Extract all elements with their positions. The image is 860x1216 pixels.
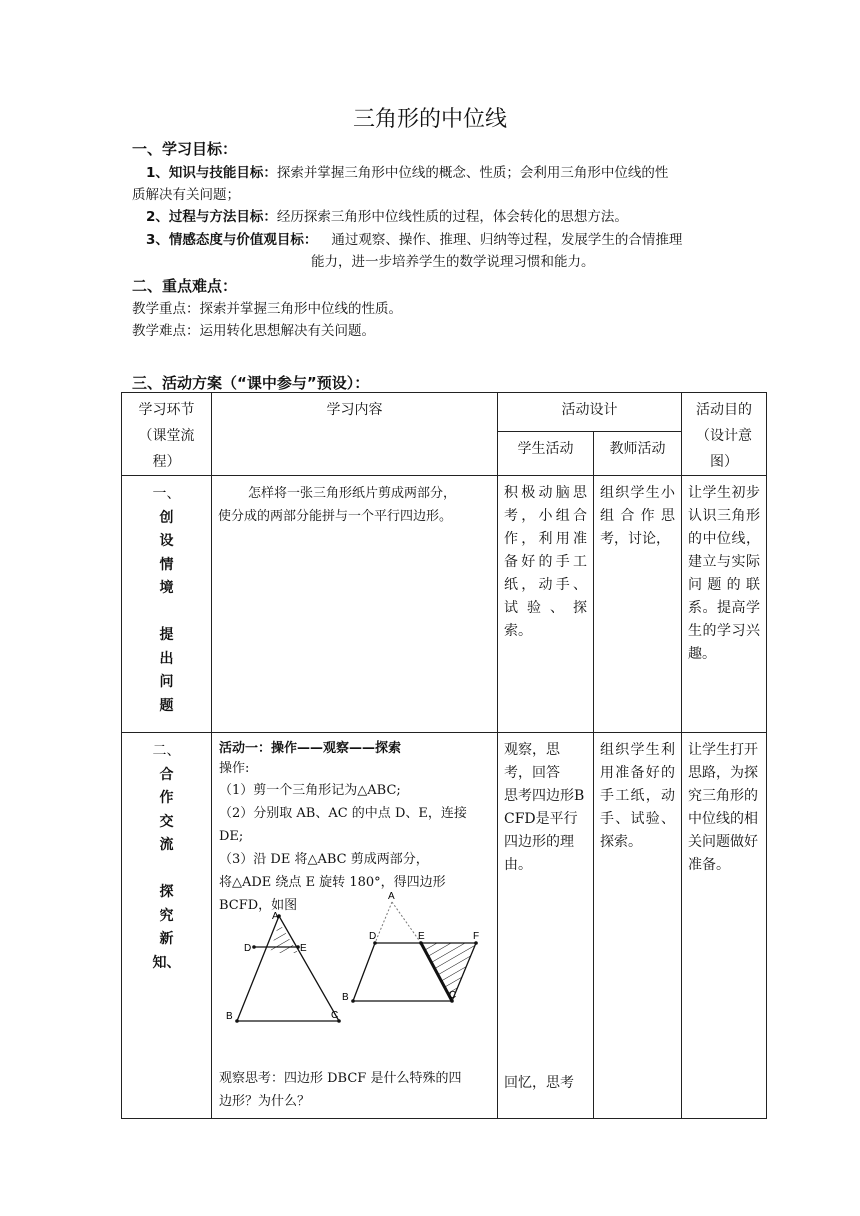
label-a1: A: [272, 911, 279, 922]
step-1: （1）剪一个三角形记为△ABC;: [219, 783, 401, 798]
activity-plan-table: [121, 392, 767, 1119]
goal-2: [146, 205, 628, 225]
goal-1-text: 探索并掌握三角形中位线的概念、性质；会利用三角形中位线的性: [276, 165, 669, 181]
row1-purpose: 让学生初步认识三角形的中位线，建立与实际问题的联系。提高学生的学习兴趣。: [682, 476, 767, 733]
header-purpose: 活动目的（设计意图）: [682, 393, 767, 476]
row2-teacher: 组织学生利用准备好的手工纸，动手、试验、探索。: [594, 733, 682, 1119]
student-mid: 思考四边形BCFD是平行四边形的理由。: [504, 788, 585, 873]
row1-student: 积极动脑思考，小组合作，利用准备好的手工纸，动手、试验、探索。: [498, 476, 594, 733]
row1-stage: 一、 创 设 情 境 提 出 问 题: [122, 476, 212, 733]
goal-3-label: 3、情感态度与价值观目标：: [146, 232, 318, 248]
header-student: 学生活动: [498, 432, 594, 476]
label-d1: D: [244, 943, 252, 954]
row2-student: [498, 733, 594, 1119]
step-3-cont: 将△ADE 绕点 E 旋转 180°，得四边形: [219, 875, 446, 890]
key-heading: 二、重点难点：: [132, 277, 238, 295]
question: 观察思考：四边形 DBCF 是什么特殊的四: [219, 1071, 462, 1086]
goal-2-text: 经历探索三角形中位线性质的过程，体会转化的思想方法。: [276, 209, 628, 225]
step-3: （3）沿 DE 将△ABC 剪成两部分，: [219, 852, 429, 867]
goal-1: [146, 161, 668, 181]
row1-content: 怎样将一张三角形纸片剪成两部分， 使分成的两部分能拼与一个平行四边形。: [212, 476, 498, 733]
label-a2: A: [388, 891, 395, 902]
goal-2-label: 2、过程与方法目标：: [146, 209, 277, 225]
goal-1-label: 1、知识与技能目标：: [146, 165, 277, 181]
step-3-cont2: BCFD，如图: [219, 898, 298, 913]
row2-purpose: 让学生打开思路，为探究三角形的中位线的相关问题做好准备。: [682, 733, 767, 1119]
header-teacher: 教师活动: [594, 432, 682, 476]
header-activity: 活动设计: [498, 393, 682, 432]
label-f2: F: [473, 931, 480, 942]
step-2-cont: DE;: [219, 829, 244, 844]
label-e2: E: [418, 931, 425, 942]
row2-stage: 二、 合 作 交 流 探 究 新 知、: [122, 733, 212, 1119]
step-2: （2）分别取 AB、AC 的中点 D、E，连接: [219, 806, 467, 821]
header-stage: 学习环节（课堂流程）: [122, 393, 212, 476]
plan-heading: 三、活动方案（“课中参与”预设）：: [132, 374, 370, 392]
label-d2: D: [369, 931, 377, 942]
page-title: 三角形的中位线: [352, 107, 507, 132]
goals-heading: 一、学习目标：: [132, 140, 238, 158]
row2-content: [212, 733, 498, 1119]
key-point: 教学重点：探索并掌握三角形中位线的性质。: [132, 301, 402, 317]
goal-1-cont: 质解决有关问题；: [132, 187, 240, 203]
student-top: 观察，思考，回答: [504, 742, 560, 781]
label-b2: B: [342, 992, 349, 1003]
question-cont: 边形？为什么？: [219, 1094, 311, 1109]
student-bottom: 回忆，思考: [504, 1075, 574, 1091]
goal-3-text: 通过观察、操作、推理、归纳等过程，发展学生的合情推理: [331, 232, 683, 248]
row1-teacher: 组织学生小组合作思考，讨论，: [594, 476, 682, 733]
label-e1: E: [300, 943, 307, 954]
op-label: 操作:: [219, 761, 250, 776]
label-c1: C: [331, 1010, 339, 1021]
goal-3-cont: 能力，进一步培养学生的数学说理习惯和能力。: [311, 254, 595, 270]
difficult-point: 教学难点：运用转化思想解决有关问题。: [132, 323, 375, 339]
label-b1: B: [226, 1011, 233, 1022]
activity-title: 活动一：操作——观察——探索: [219, 741, 402, 756]
label-c2: C: [449, 990, 457, 1001]
goal-3: [146, 228, 682, 248]
header-content: 学习内容: [212, 393, 498, 476]
